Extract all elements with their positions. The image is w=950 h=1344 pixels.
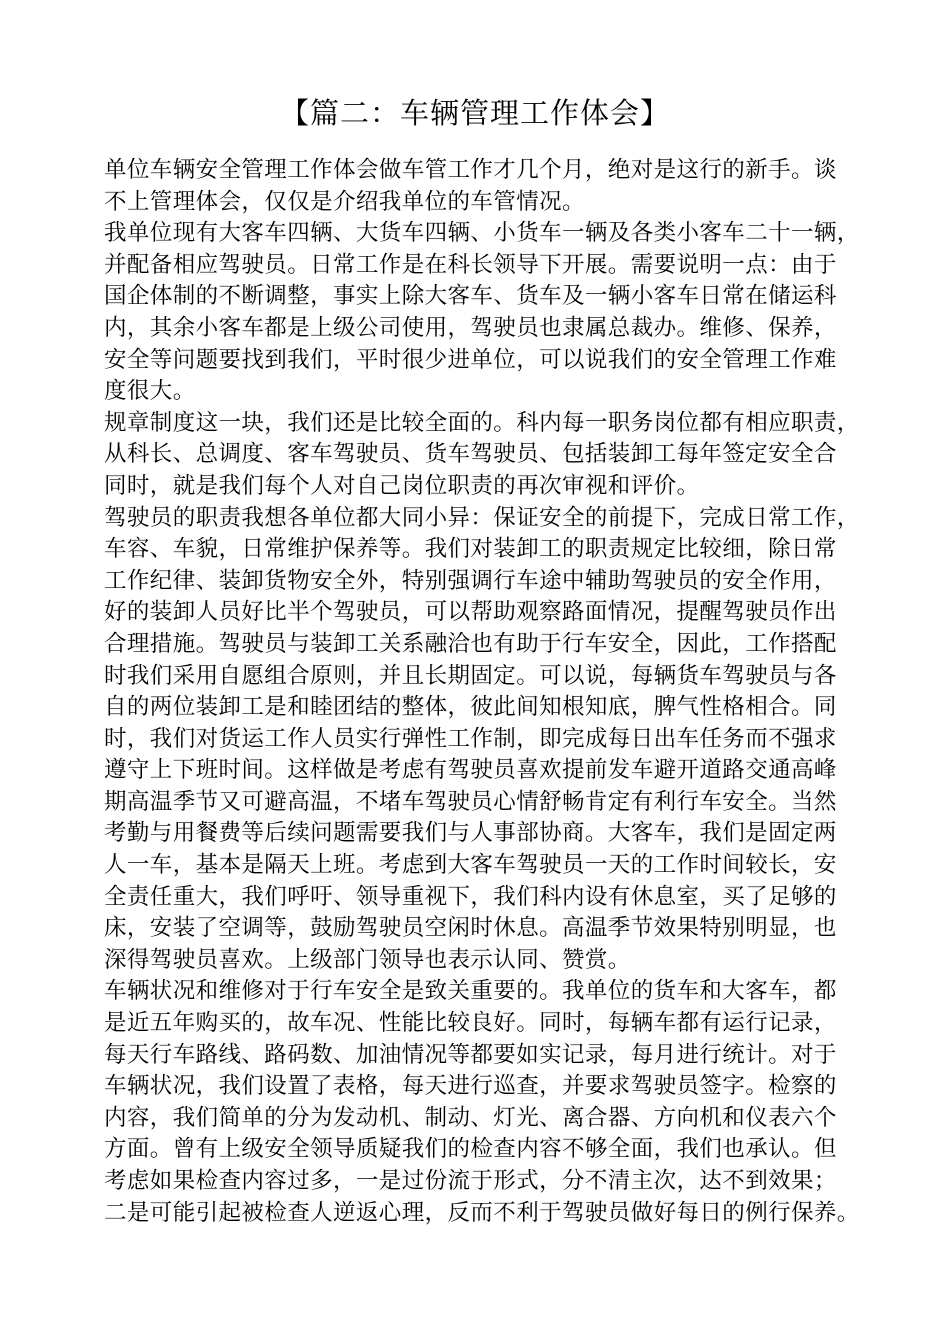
text-line: 全责任重大，我们呼吁、领导重视下，我们科内设有休息室，买了足够的 [104, 883, 837, 910]
text-line: 二是可能引起被检查人逆返心理，反而不利于驾驶员做好每日的例行保养。 [104, 1199, 860, 1226]
text-line: 每天行车路线、路码数、加油情况等都要如实记录，每月进行统计。对于 [104, 1041, 837, 1068]
text-line: 不上管理体会，仅仅是介绍我单位的车管情况。 [104, 188, 585, 215]
text-line: 车容、车貌，日常维护保养等。我们对装卸工的职责规定比较细，除日常 [104, 536, 837, 563]
text-line: 并配备相应驾驶员。日常工作是在科长领导下开展。需要说明一点：由于 [104, 251, 837, 278]
text-line: 同时，就是我们每个人对自己岗位职责的再次审视和评价。 [104, 472, 700, 499]
text-line: 国企体制的不断调整，事实上除大客车、货车及一辆小客车日常在储运科 [104, 283, 837, 310]
text-line: 方面。曾有上级安全领导质疑我们的检查内容不够全面，我们也承认。但 [104, 1136, 837, 1163]
text-line: 安全等问题要找到我们，平时很少进单位，可以说我们的安全管理工作难 [104, 346, 837, 373]
text-line: 是近五年购买的，故车况、性能比较良好。同时，每辆车都有运行记录， [104, 1010, 837, 1037]
text-line: 工作纪律、装卸货物安全外，特别强调行车途中辅助驾驶员的安全作用， [104, 567, 837, 594]
text-line: 时我们采用自愿组合原则，并且长期固定。可以说，每辆货车驾驶员与各 [104, 662, 837, 689]
document-body [104, 155, 864, 1229]
text-line: 单位车辆安全管理工作体会做车管工作才几个月，绝对是这行的新手。谈 [104, 157, 837, 183]
text-line: 度很大。 [104, 378, 196, 405]
text-line: 车辆状况和维修对于行车安全是致关重要的。我单位的货车和大客车，都 [104, 978, 837, 1005]
text-line: 规章制度这一块，我们还是比较全面的。科内每一职务岗位都有相应职责， [104, 409, 860, 436]
document-title: 【篇二：车辆管理工作体会】 [279, 96, 670, 130]
text-line: 自的两位装卸工是和睦团结的整体，彼此间知根知底，脾气性格相合。同 [104, 694, 837, 721]
text-line: 考勤与用餐费等后续问题需要我们与人事部协商。大客车，我们是固定两 [104, 820, 837, 847]
text-line: 时，我们对货运工作人员实行弹性工作制，即完成每日出车任务而不强求 [104, 725, 837, 752]
text-line: 我单位现有大客车四辆、大货车四辆、小货车一辆及各类小客车二十一辆， [104, 220, 860, 247]
text-line: 从科长、总调度、客车驾驶员、货车驾驶员、包括装卸工每年签定安全合 [104, 441, 837, 468]
text-line: 人一车，基本是隔天上班。考虑到大客车驾驶员一天的工作时间较长，安 [104, 852, 837, 879]
text-line: 床，安装了空调等，鼓励驾驶员空闲时休息。高温季节效果特别明显，也 [104, 915, 837, 942]
text-line: 内容，我们简单的分为发动机、制动、灯光、离合器、方向机和仪表六个 [104, 1104, 837, 1131]
text-line: 期高温季节又可避高温，不堵车驾驶员心情舒畅肯定有利行车安全。当然 [104, 788, 837, 815]
text-line: 深得驾驶员喜欢。上级部门领导也表示认同、赞赏。 [104, 946, 631, 973]
text-line: 驾驶员的职责我想各单位都大同小异：保证安全的前提下，完成日常工作， [104, 504, 860, 531]
text-line: 车辆状况，我们设置了表格，每天进行巡查，并要求驾驶员签字。检察的 [104, 1073, 837, 1100]
text-line: 考虑如果检查内容过多，一是过份流于形式，分不清主次，达不到效果； [104, 1168, 837, 1194]
text-line: 遵守上下班时间。这样做是考虑有驾驶员喜欢提前发车避开道路交通高峰 [104, 757, 837, 784]
text-line: 内，其余小客车都是上级公司使用，驾驶员也隶属总裁办。维修、保养， [104, 314, 837, 341]
text-line: 合理措施。驾驶员与装卸工关系融洽也有助于行车安全，因此，工作搭配 [104, 630, 837, 657]
text-line: 好的装卸人员好比半个驾驶员，可以帮助观察路面情况，提醒驾驶员作出 [104, 599, 837, 626]
